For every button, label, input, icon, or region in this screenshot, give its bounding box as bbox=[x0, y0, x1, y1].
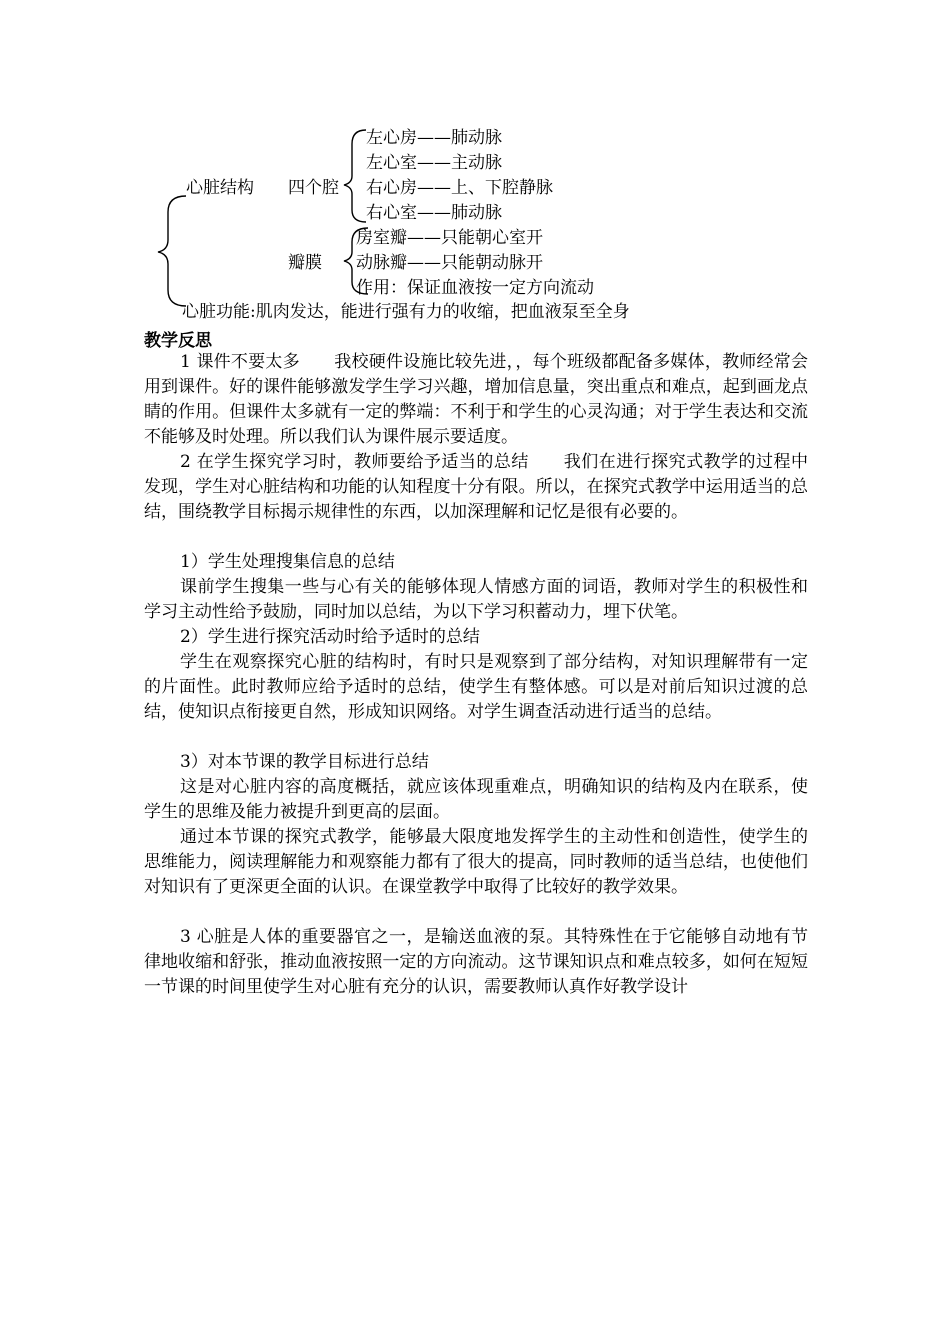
sub-heading: 3）对本节课的教学目标进行总结 bbox=[180, 752, 429, 772]
chamber-item: 右心房——上、下腔静脉 bbox=[366, 178, 553, 198]
valve-item: 动脉瓣——只能朝动脉开 bbox=[356, 253, 543, 273]
chamber-item: 左心室——主动脉 bbox=[366, 153, 502, 173]
valves-label: 瓣膜 bbox=[288, 253, 322, 273]
chambers-brace bbox=[344, 130, 366, 222]
chamber-item: 右心室——肺动脉 bbox=[366, 203, 502, 223]
valve-item: 房室瓣——只能朝心室开 bbox=[356, 228, 543, 248]
valve-function: 作用：保证血液按一定方向流动 bbox=[356, 278, 594, 298]
paragraph: 这是对心脏内容的高度概括，就应该体现重难点，明确知识的结构及内在联系，使学生的思维及能力被提升到更高的层面。 bbox=[144, 777, 808, 822]
section-heading: 教学反思 bbox=[144, 331, 212, 351]
paragraph: 课前学生搜集一些与心有关的能够体现人情感方面的词语，教师对学生的积极性和学习主动性给予鼓励，同时加以总结，为以下学习积蓄动力，埋下伏笔。 bbox=[144, 577, 808, 622]
four-chambers-label: 四个腔 bbox=[288, 178, 339, 198]
main-brace bbox=[158, 196, 186, 306]
paragraph: 1 课件不要太多 我校硬件设施比较先进，，每个班级都配备多媒体，教师经常会用到课件。好的课件能够激发学生学习兴趣，增加信息量，突出重点和难点，起到画龙点睛的作用。但课件太多就有一定的弊端：不利于和学生的心灵沟通；对于学生表达和交流不能够及时处理。所以我们认为课件展示要适度。 bbox=[144, 352, 808, 447]
chamber-item: 左心房——肺动脉 bbox=[366, 128, 502, 148]
paragraph: 3 心脏是人体的重要器官之一，是输送血液的泵。其特殊性在于它能够自动地有节律地收缩和舒张，推动血液按照一定的方向流动。这节课知识点和难点较多，如何在短短一节课的时间里使学生对心脏有充分的认识，需要教师认真作好教学设计 bbox=[144, 927, 808, 997]
paragraph: 2 在学生探究学习时，教师要给予适当的总结 我们在进行探究式教学的过程中发现，学生对心脏结构和功能的认知程度十分有限。所以，在探究式教学中运用适当的总结，围绕教学目标揭示规律性的东西，以加深理解和记忆是很有必要的。 bbox=[144, 452, 808, 522]
heart-structure-label: 心脏结构 bbox=[186, 178, 254, 198]
paragraph: 通过本节课的探究式教学，能够最大限度地发挥学生的主动性和创造性，使学生的思维能力，阅读理解能力和观察能力都有了很大的提高，同时教师的适当总结，也使他们对知识有了更深更全面的认识。在课堂教学中取得了比较好的教学效果。 bbox=[144, 827, 808, 897]
sub-heading: 1）学生处理搜集信息的总结 bbox=[180, 552, 395, 572]
paragraph: 学生在观察探究心脏的结构时，有时只是观察到了部分结构，对知识理解带有一定的片面性。此时教师应给予适时的总结，使学生有整体感。可以是对前后知识过渡的总结，使知识点衔接更自然，形成知识网络。对学生调查活动进行适当的总结。 bbox=[144, 652, 808, 722]
heart-function-text: 心脏功能:肌肉发达，能进行强有力的收缩，把血液泵至全身 bbox=[182, 302, 630, 322]
sub-heading: 2）学生进行探究活动时给予适时的总结 bbox=[180, 627, 480, 647]
